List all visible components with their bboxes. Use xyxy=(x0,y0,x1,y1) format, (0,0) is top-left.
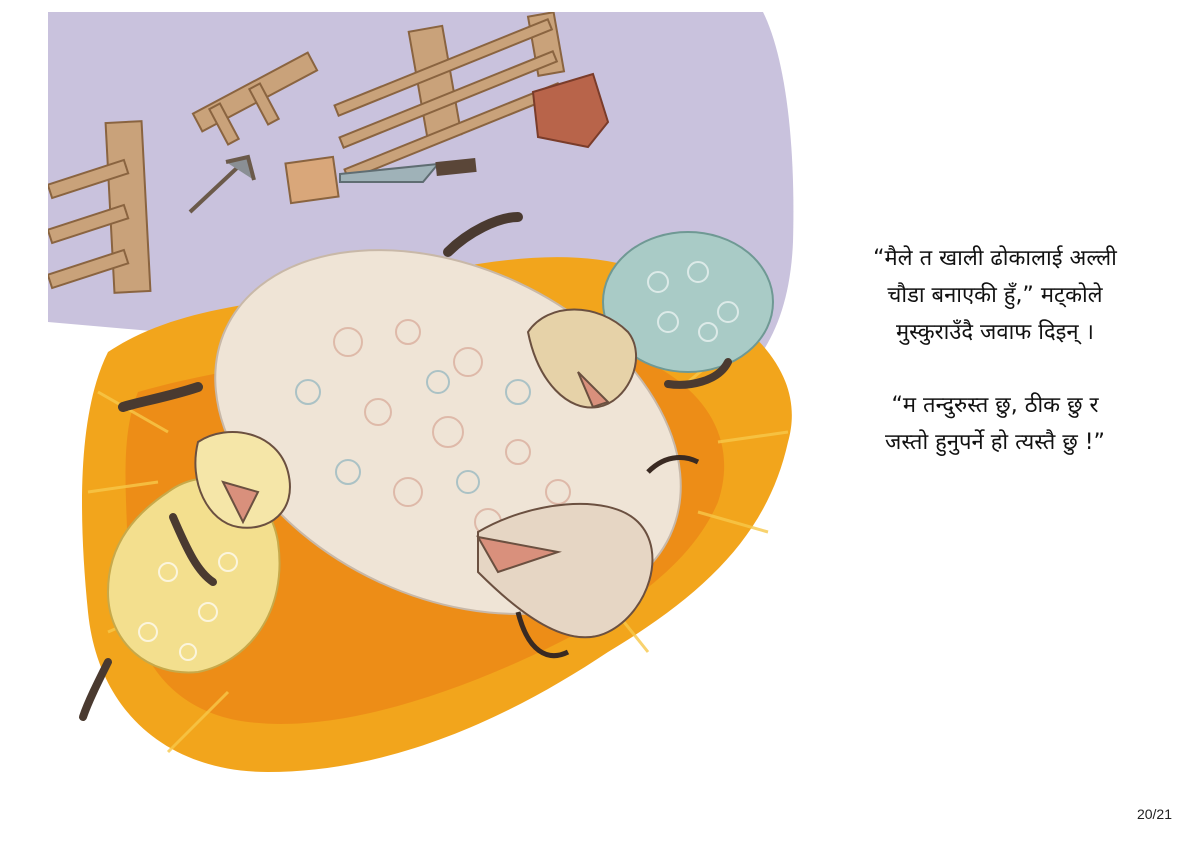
story-text xyxy=(820,240,1170,461)
wood-block xyxy=(285,157,338,203)
page-number: 20/21 xyxy=(1136,806,1172,822)
story-line: “म तन्दुरुस्त छु, ठीक छु र xyxy=(891,393,1099,418)
paragraph-gap xyxy=(820,351,1170,387)
story-line: मुस्कुराउँदै जवाफ दिइन् । xyxy=(896,320,1094,345)
story-line: “मैले त खाली ढोकालाई अल्ली xyxy=(873,246,1117,271)
story-line: चौडा बनाएकी हुँ,” मट्कोले xyxy=(887,283,1103,308)
sheep-illustration xyxy=(48,12,808,782)
story-line: जस्तो हुनुपर्ने हो त्यस्तै छु !” xyxy=(885,430,1105,455)
